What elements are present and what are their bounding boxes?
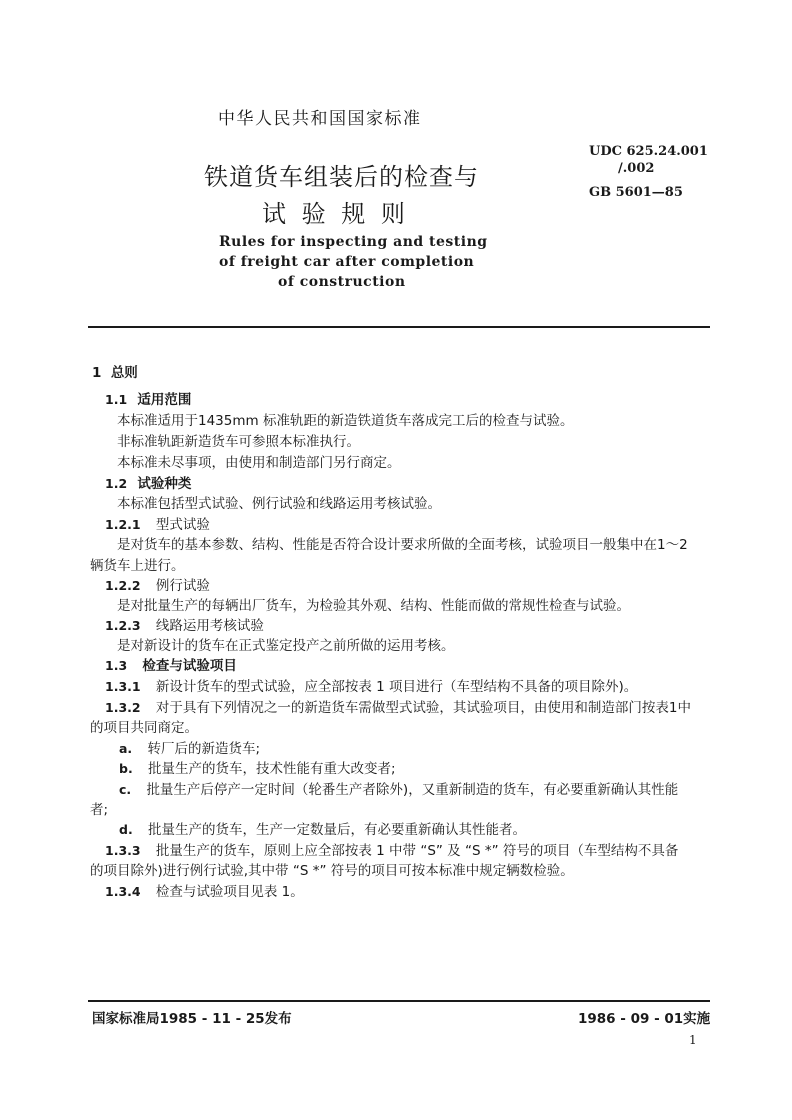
clause-text: 对于具有下列情况之一的新造货车需做型式试验，其试验项目，由使用和制造部门按表1中 xyxy=(155,700,691,716)
list-item-text: 批量生产后停产一定时间（轮番生产者除外)，又重新制造的货车，有必要重新确认其性能 xyxy=(146,782,679,798)
section-1-2-heading xyxy=(105,472,191,492)
header-divider xyxy=(88,326,710,328)
section-number: 1.2.2 xyxy=(105,578,141,593)
paragraph: 本标准包括型式试验、例行试验和线路运用考核试验。 xyxy=(117,496,441,512)
list-item-text: 批量生产的货车，生产一定数量后，有必要重新确认其性能者。 xyxy=(147,822,526,838)
list-item-label: d. xyxy=(119,822,133,837)
list-item-label: b. xyxy=(119,761,133,776)
clause-1-3-1 xyxy=(105,675,637,695)
list-item-continued: 者; xyxy=(90,802,109,818)
title-cn-line2: 试 验 规 则 xyxy=(262,200,409,228)
section-number: 1.1 xyxy=(105,392,128,407)
clause-text: 检查与试验项目见表 1。 xyxy=(155,884,304,900)
udc-code-cont: /.002 xyxy=(618,161,655,176)
list-item xyxy=(119,778,678,798)
section-1-2-2-heading xyxy=(105,574,210,594)
section-title: 总则 xyxy=(110,365,138,381)
section-1-3-heading xyxy=(105,654,237,674)
section-title: 型式试验 xyxy=(155,517,210,533)
section-title: 线路运用考核试验 xyxy=(155,618,264,634)
section-number: 1 xyxy=(92,365,102,381)
clause-text-continued: 的项目除外)进行例行试验,其中带 “S *” 符号的项目可按本标准中规定辆数检验。 xyxy=(90,863,574,879)
section-title: 适用范围 xyxy=(137,392,192,408)
paragraph: 是对新设计的货车在正式鉴定投产之前所做的运用考核。 xyxy=(117,638,455,654)
section-title: 检查与试验项目 xyxy=(142,658,237,674)
issue-date: 国家标准局1985 - 11 - 25发布 xyxy=(92,1011,292,1027)
clause-text-continued: 的项目共同商定。 xyxy=(90,720,198,736)
section-number: 1.3 xyxy=(105,658,128,673)
clause-number: 1.3.3 xyxy=(105,843,141,858)
udc-code: UDC 625.24.001 xyxy=(589,144,708,159)
clause-1-3-4 xyxy=(105,880,304,900)
section-title: 例行试验 xyxy=(155,578,210,594)
section-number: 1.2.1 xyxy=(105,517,141,532)
list-item xyxy=(119,757,396,777)
section-title: 试验种类 xyxy=(137,476,192,492)
list-item-label: a. xyxy=(119,741,133,756)
clause-text: 批量生产的货车，原则上应全部按表 1 中带 “S” 及 “S *” 符号的项目（车型结构不具备 xyxy=(155,843,679,859)
clause-1-3-3 xyxy=(105,839,678,859)
footer-divider xyxy=(88,1000,710,1002)
list-item xyxy=(119,737,260,757)
paragraph: 非标准轨距新造货车可参照本标准执行。 xyxy=(117,434,360,450)
clause-number: 1.3.4 xyxy=(105,884,141,899)
clause-text: 新设计货车的型式试验，应全部按表 1 项目进行（车型结构不具备的项目除外)。 xyxy=(155,679,638,695)
title-en-line2: of freight car after completion xyxy=(219,254,475,270)
title-en-line1: Rules for inspecting and testing xyxy=(219,234,488,250)
title-en-line3: of construction xyxy=(278,274,406,290)
paragraph: 本标准适用于1435mm 标准轨距的新造铁道货车落成完工后的检查与试验。 xyxy=(117,413,574,429)
list-item-label: c. xyxy=(119,782,132,797)
clause-1-3-2 xyxy=(105,696,691,716)
paragraph-continued: 辆货车上进行。 xyxy=(90,558,185,574)
section-1-2-3-heading xyxy=(105,614,264,634)
section-number: 1.2.3 xyxy=(105,618,141,633)
page-number: 1 xyxy=(689,1033,697,1047)
list-item-text: 批量生产的货车，技术性能有重大改变者; xyxy=(147,761,396,777)
section-1-1-heading xyxy=(105,388,191,408)
clause-number: 1.3.1 xyxy=(105,679,141,694)
section-1-heading xyxy=(92,361,138,381)
title-cn-line1: 铁道货车组装后的检查与 xyxy=(204,163,479,191)
section-1-2-1-heading xyxy=(105,513,210,533)
section-number: 1.2 xyxy=(105,476,128,491)
standard-label: 中华人民共和国国家标准 xyxy=(218,109,422,129)
paragraph: 本标准未尽事项，由使用和制造部门另行商定。 xyxy=(117,455,401,471)
paragraph: 是对货车的基本参数、结构、性能是否符合设计要求所做的全面考核，试验项目一般集中在1～2 xyxy=(117,537,688,553)
gb-number: GB 5601—85 xyxy=(589,185,683,200)
list-item-text: 转厂后的新造货车; xyxy=(147,741,261,757)
clause-number: 1.3.2 xyxy=(105,700,141,715)
list-item xyxy=(119,818,526,838)
paragraph: 是对批量生产的每辆出厂货车，为检验其外观、结构、性能而做的常规性检查与试验。 xyxy=(117,598,630,614)
effective-date: 1986 - 09 - 01实施 xyxy=(578,1011,711,1027)
